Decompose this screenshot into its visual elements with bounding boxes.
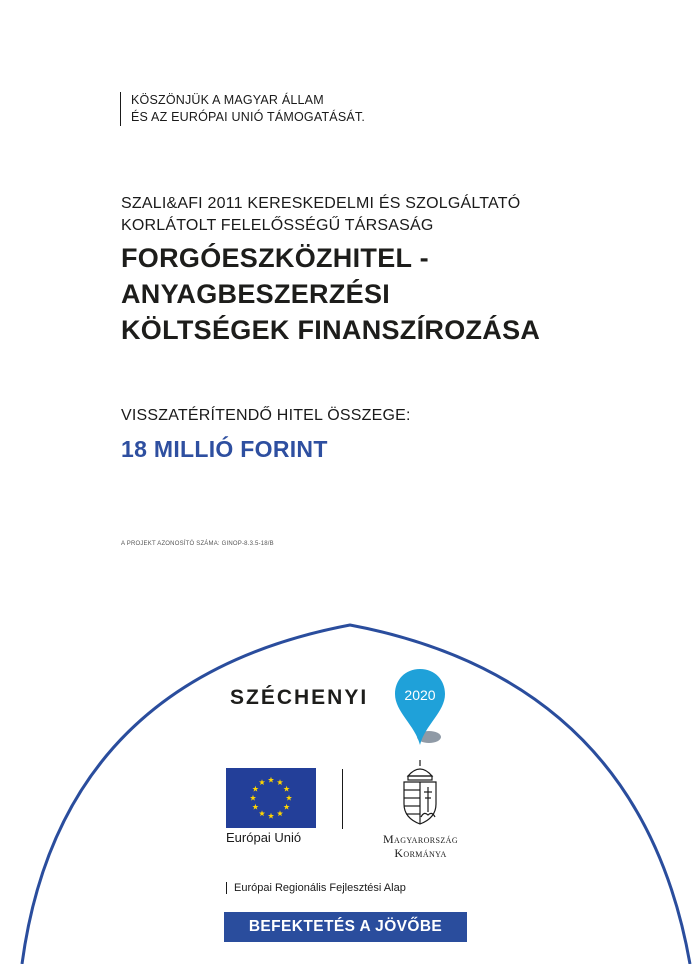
company-line-1: SZALI&AFI 2011 KERESKEDELMI ÉS SZOLGÁLTATÓ — [121, 195, 521, 212]
crown — [408, 769, 432, 776]
crown-band — [408, 776, 432, 780]
logo-divider — [342, 769, 343, 829]
government-line-1: Magyarország — [382, 832, 459, 846]
coat-of-arms-icon — [398, 760, 442, 826]
location-pin-icon — [393, 667, 447, 749]
pin-year: 2020 — [404, 687, 436, 703]
thanks-line-2: ÉS AZ EURÓPAI UNIÓ TÁMOGATÁSÁT. — [131, 110, 366, 124]
project-title-line-2: ANYAGBESZERZÉSI — [121, 279, 391, 309]
government-label — [358, 832, 483, 860]
invest-future-badge: BEFEKTETÉS A JÖVŐBE — [224, 912, 467, 942]
government-line-2: Kormánya — [394, 846, 447, 860]
loan-label: VISSZATÉRÍTENDŐ HITEL ÖSSZEGE: — [121, 407, 411, 424]
szechenyi-logo-text: SZÉCHENYI — [230, 686, 369, 709]
fund-label: Európai Regionális Fejlesztési Alap — [226, 882, 406, 894]
loan-amount: 18 MILLIÓ FORINT — [121, 436, 328, 462]
project-title-line-3: KÖLTSÉGEK FINANSZÍROZÁSA — [121, 315, 541, 345]
eu-flag-icon — [226, 768, 316, 828]
project-title-line-1: FORGÓESZKÖZHITEL - — [121, 243, 429, 273]
project-id: A PROJEKT AZONOSÍTÓ SZÁMA: GINOP-8.3.5-18/B — [121, 541, 274, 547]
company-line-2: KORLÁTOLT FELELŐSSÉGŰ TÁRSASÁG — [121, 217, 434, 234]
thanks-line-1: KÖSZÖNJÜK A MAGYAR ÁLLAM — [131, 93, 324, 107]
eu-label: Európai Unió — [226, 830, 302, 845]
